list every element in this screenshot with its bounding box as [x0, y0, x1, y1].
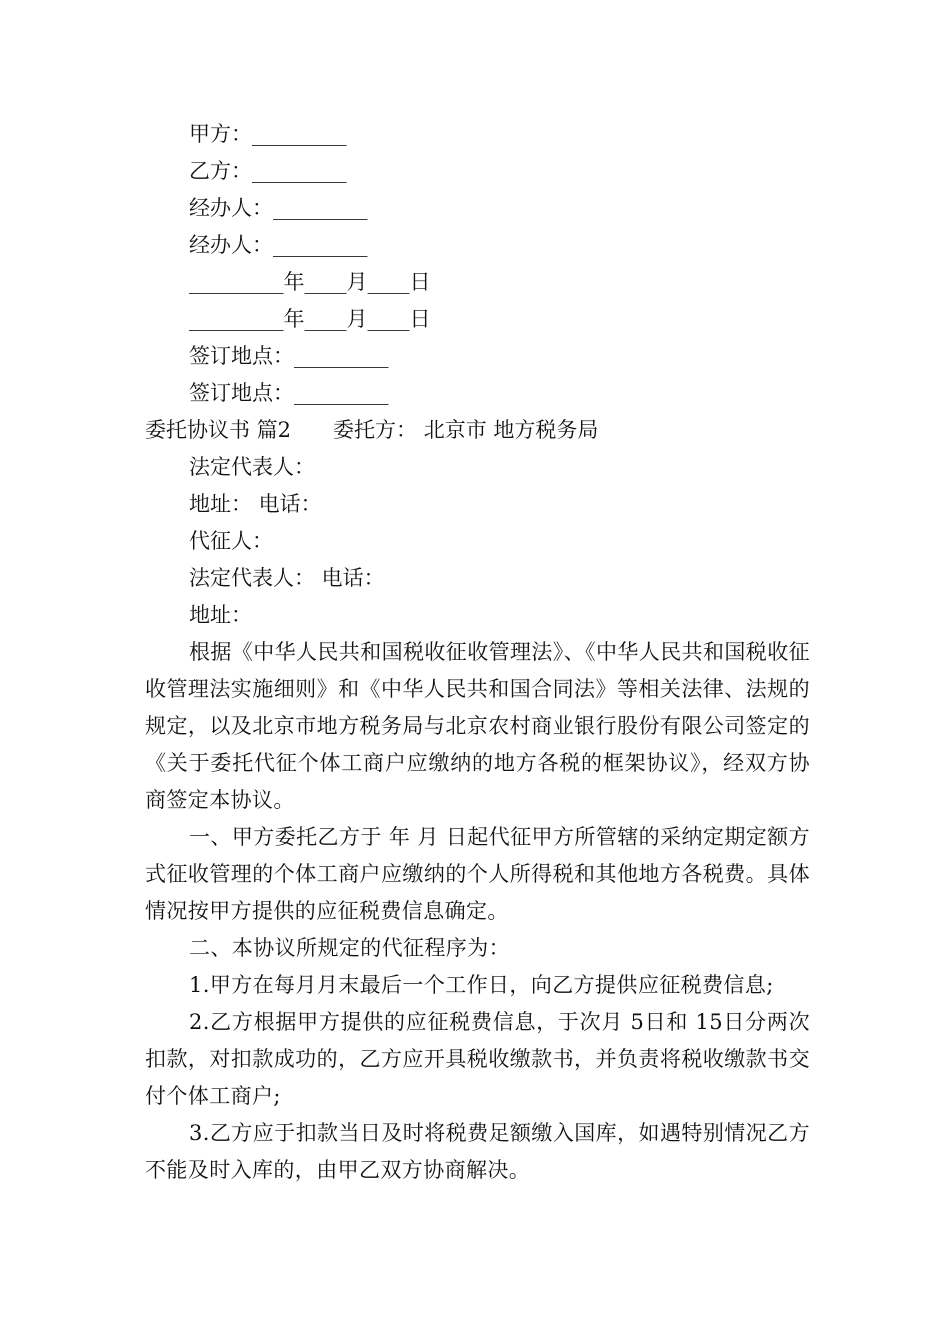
signing-place-line-2: 签订地点：_________	[189, 381, 389, 405]
address-phone-line: 地址： 电话：	[189, 492, 322, 516]
party-a-line: 甲方：_________	[189, 122, 347, 146]
paragraph-clause-1: 一、甲方委托乙方于 年 月 日起代征甲方所管辖的采纳定期定额方式征收管理的个体工商户应缴纳的个人所得税和其他地方各税费。具体情况按甲方提供的应征税费信息确定。	[145, 825, 810, 923]
paragraph-step-1: 1.甲方在每月月末最后一个工作日，向乙方提供应征税费信息;	[189, 973, 774, 997]
legal-rep-line: 法定代表人：	[189, 455, 315, 479]
agent-address-line: 地址：	[189, 603, 252, 627]
paragraph-step-2: 2.乙方根据甲方提供的应征税费信息，于次月 5日和 15日分两次扣款，对扣款成功的，乙方应开具税收缴款书，并负责将税收缴款书交付个体工商户;	[145, 1010, 810, 1108]
handler-line-1: 经办人：_________	[189, 196, 368, 220]
section-heading	[145, 412, 810, 449]
signing-place-line-1: 签订地点：_________	[189, 344, 389, 368]
paragraph-clause-2: 二、本协议所规定的代征程序为：	[189, 936, 510, 960]
principal-line: 委托方： 北京市 地方税务局	[333, 418, 599, 442]
agent-legal-rep-phone-line: 法定代表人： 电话：	[189, 566, 385, 590]
date-line-2: _________年____月____日	[189, 307, 431, 331]
party-b-line: 乙方：_________	[189, 159, 347, 183]
section-title: 委托协议书 篇2	[145, 418, 292, 442]
paragraph-step-3: 3.乙方应于扣款当日及时将税费足额缴入国库，如遇特别情况乙方不能及时入库的，由甲乙双方协商解决。	[145, 1121, 810, 1182]
handler-line-2: 经办人：_________	[189, 233, 368, 257]
agent-line: 代征人：	[189, 529, 273, 553]
date-line-1: _________年____月____日	[189, 270, 431, 294]
document-body	[145, 116, 810, 1189]
paragraph-legal-basis: 根据《中华人民共和国税收征收管理法》、《中华人民共和国税收征收管理法实施细则》和《中华人民共和国合同法》等相关法律、法规的规定，以及北京市地方税务局与北京农村商业银行股份有限公司签定的《关于委托代征个体工商户应缴纳的地方各税的框架协议》，经双方协商签定本协议。	[145, 640, 810, 812]
